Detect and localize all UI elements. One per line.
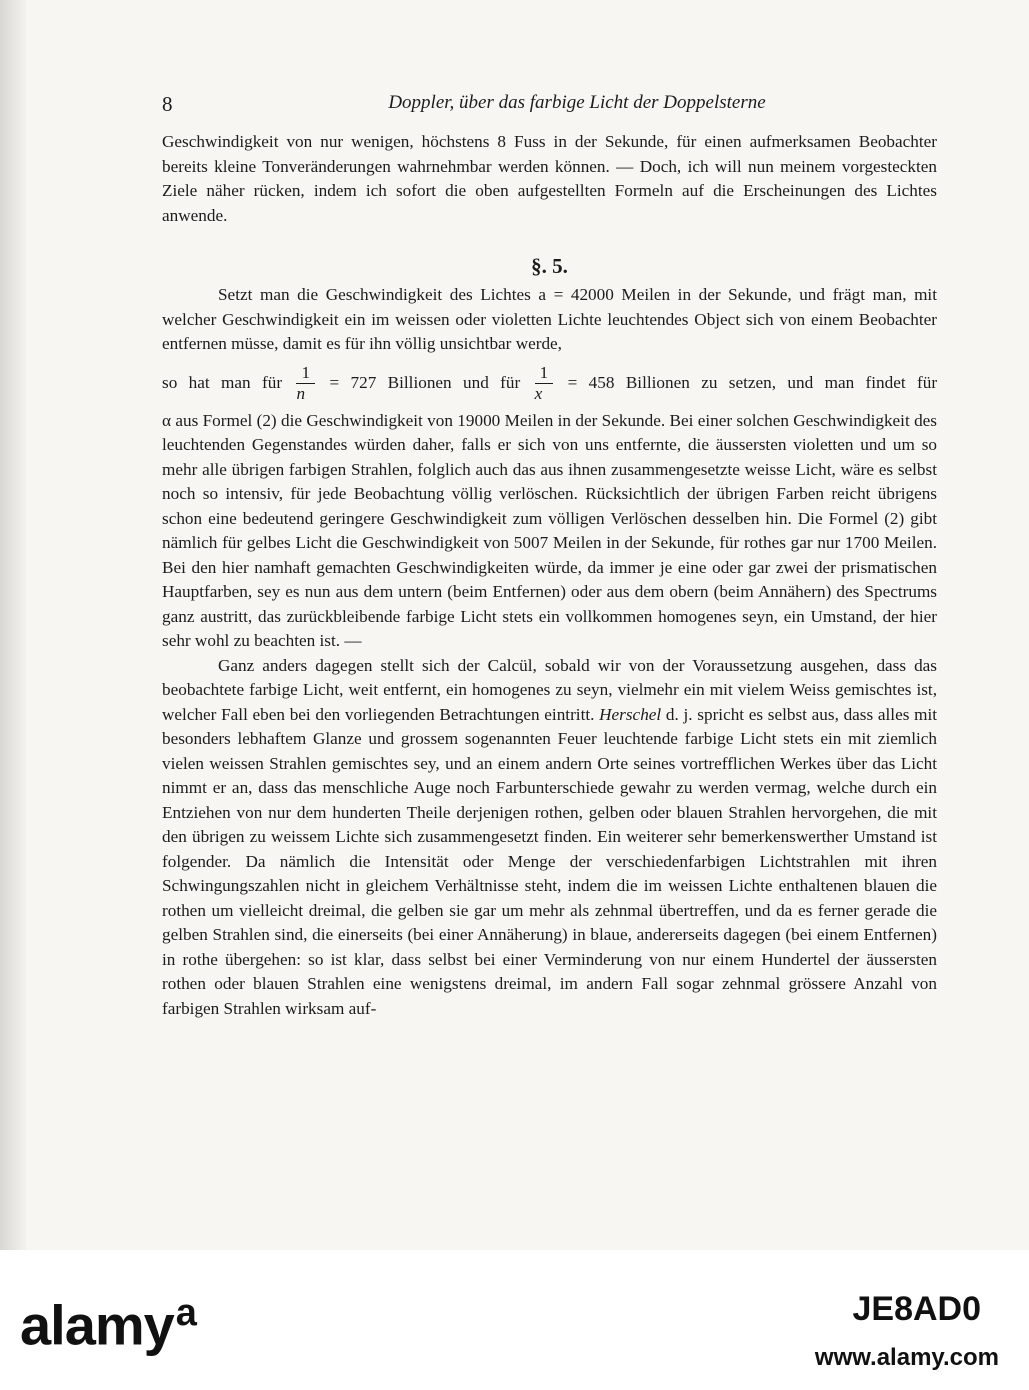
fraction-numerator: 1 <box>296 363 315 384</box>
paragraph-2-text-b: d. j. spricht es selbst aus, dass alles mit besonders lebhaftem Glanze und grossem sogenannten Feuer leuchtende farbige Licht stets ein mit ziemlich vielen weissen Strahlen gemischtes sey, und an einem andern Orte seines vortrefflichen Werkes über das Licht nimmt er an, dass das menschliche Auge noch Farbunterschiede gewahr zu werden vermag, welche durch ein Entziehen von nur dem hunderten Theile derjenigen rothen, gelben oder blauen Strahlen hervorgehen, die mit den übrigen zu weissem Lichte sich zusammengesetzt finden. Ein weiterer sehr bemerkenswerther Umstand ist folgender. Da nämlich die Intensität oder Menge der verschiedenfarbigen Lichtstrahlen mit ihren Schwingungszahlen nicht in gleichem Verhältnisse steht, indem die im weissen Lichte enthaltenen blauen die rothen um vielleicht dreimal, die gelben sie gar um mehr als zehnmal übertreffen, und da es ferner gerade die gelben Strahlen sind, die einerseits (bei einer Annäherung) in blaue, andererseits dagegen (bei einem Entfernen) in rothe übergehen: so ist klar, dass selbst bei einer Verminderung von nur einem Hundertel der äussersten rothen oder blauen Strahlen eine wenigstens dreimal, im andern Fall sogar zehnmal grössere Anzahl von farbigen Strahlen wirksam auf- <box>162 704 938 1018</box>
fraction-numerator: 1 <box>535 363 554 384</box>
paragraph: Geschwindigkeit von nur wenigen, höchstens 8 Fuss in der Sekunde, für einen aufmerksamen Beobachter bereits kleine Tonveränderungen wahrnehmbar werden können. — Doch, ich will nun meinem vorgesteckten Ziele näher rücken, indem ich sofort die oben aufgestellten Formeln auf die Erscheinungen des Lichtes anwende. <box>162 132 937 225</box>
watermark-footer <box>0 1250 1029 1390</box>
continued-paragraph <box>162 130 937 228</box>
site-url: www.alamy.com <box>814 1344 999 1371</box>
page-header <box>162 92 952 120</box>
formula-line <box>162 357 937 409</box>
running-head: Doppler, über das farbige Licht der Doppelsterne <box>388 92 766 113</box>
fraction-denominator: x <box>534 384 543 404</box>
stock-logo <box>20 1292 196 1358</box>
stock-logo-mark: a <box>175 1292 196 1334</box>
paragraph-lead: Setzt man die Geschwindigkeit des Lichtes a = 42000 Meilen in der Sekunde, und frägt man, mit welcher Geschwindigkeit ein im weissen oder violetten Lichte leuchtendes Object sich von einem Beobachter entfernen müsse, damit es für ihn völlig unsichtbar werde, <box>162 285 937 353</box>
book-spine-shadow <box>0 0 26 1250</box>
formula-text-end: = 458 Billionen zu setzen, und man findet für <box>567 372 938 392</box>
paragraph-2-text-a: Ganz anders dagegen stellt sich der Calcül, sobald wir von der Voraussetzung ausgehen, dass das beobachtete farbige Licht, weit entfernt, ein homogenes zu seyn, vielmehr ein mit vielem Weiss gemischtes ist, welcher Fall eben bei den vorliegenden Betrachtungen eintritt. <box>162 655 937 724</box>
image-id: JE8AD0 <box>852 1290 981 1328</box>
section-body <box>162 283 937 1021</box>
section-heading: §. 5. <box>531 254 568 278</box>
paragraph-2 <box>162 654 937 1022</box>
stock-logo-text: alamy <box>20 1293 174 1357</box>
fraction-1-over-n <box>296 363 315 404</box>
fraction-denominator: n <box>296 384 306 404</box>
page-number: 8 <box>162 92 173 116</box>
fraction-1-over-x <box>535 363 554 404</box>
formula-text-start: so hat man für <box>162 372 283 392</box>
author-name: Herschel <box>599 704 662 724</box>
paragraph-continuation: α aus Formel (2) die Geschwindigkeit von 19000 Meilen in der Sekunde. Bei einer solchen Geschwindigkeit des leuchtenden Gegenstandes würden daher, falls er sich von uns entfernte, die äussersten violetten und um so mehr alle übrigen farbigen Strahlen, folglich auch das aus ihnen zusammengesetzte weisse Licht, wäre es selbst noch so intensiv, für jede Beobachtung völlig verlöschen. Rücksichtlich der übrigen Farben reicht übrigens schon eine bedeutend geringere Geschwindigkeit zum völligen Verlöschen desselben hin. Die Formel (2) gibt nämlich für gelbes Licht die Geschwindigkeit von 5007 Meilen in der Sekunde, für rothes gar nur 1700 Meilen. Bei den hier namhaft gemachten Geschwindigkeiten würde, da immer je eine oder gar zwei der prismatischen Hauptfarben, sey es nun aus dem untern (beim Entfernen) oder aus dem obern (beim Annähern) des Spectrums ganz austritt, das zurückbleibende farbige Licht stets ein vollkommen homogenes seyn, ein Umstand, der hier sehr wohl zu beachten ist. — <box>162 410 937 650</box>
formula-text-mid: = 727 Billionen und für <box>329 372 521 392</box>
